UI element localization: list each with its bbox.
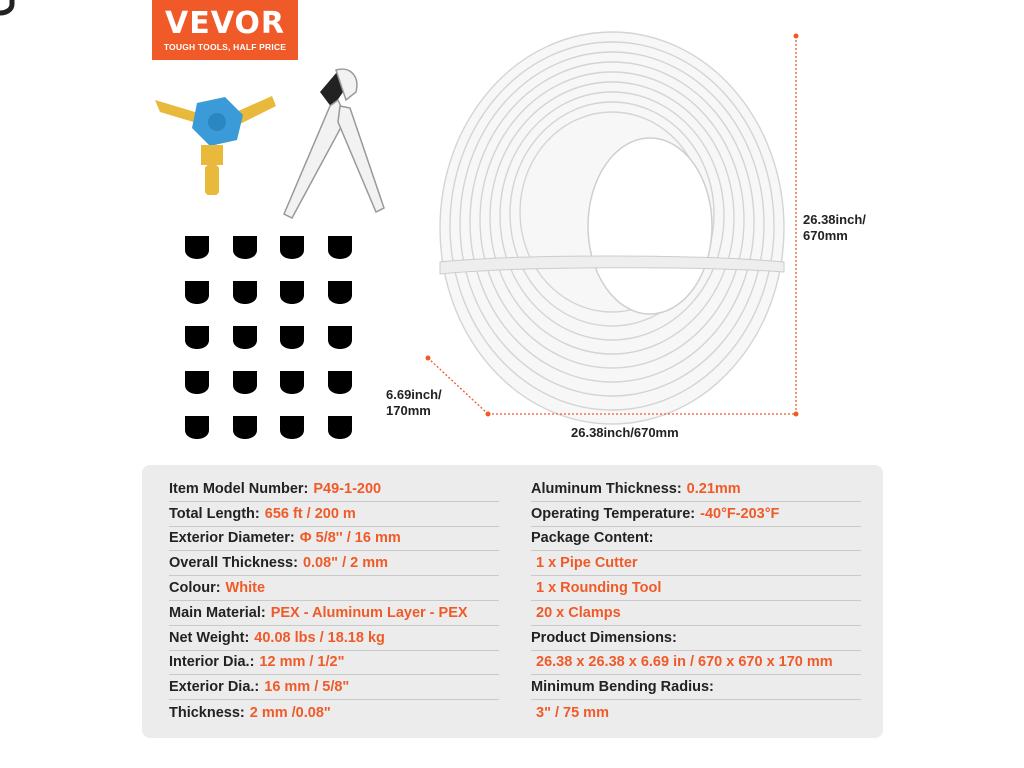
spec-value: 2 mm /0.08" (249, 704, 331, 721)
spec-row (531, 551, 861, 576)
depth-dimension-text: 6.69inch/ 170mm (386, 387, 442, 418)
clamps-image (0, 0, 17, 13)
spec-key: Exterior Diameter: (169, 530, 295, 547)
spec-row (169, 551, 499, 576)
spec-key: Item Model Number: (169, 480, 309, 497)
spec-value: 12 mm / 1/2" (259, 654, 345, 671)
spec-row (169, 502, 499, 527)
brand-name: VEVOR (164, 6, 285, 41)
spec-column-left (169, 477, 499, 725)
brand-tagline: TOUGH TOOLS, HALF PRICE (163, 42, 287, 52)
spec-key: Interior Dia.: (169, 654, 255, 671)
spec-value: Φ 5/8'' / 16 mm (299, 530, 401, 547)
spec-value: 3" / 75 mm (536, 704, 609, 721)
spec-row (531, 477, 861, 502)
height-dimension-label (803, 212, 866, 244)
spec-row (169, 576, 499, 601)
width-dimension-text: 26.38inch/670mm (571, 425, 679, 440)
spec-row (531, 576, 861, 601)
clamp-grid (180, 236, 357, 439)
spec-key: Total Length: (169, 505, 260, 522)
spec-key: Minimum Bending Radius: (531, 679, 714, 696)
spec-row (531, 626, 861, 651)
spec-key: Operating Temperature: (531, 505, 696, 522)
spec-row (531, 675, 861, 700)
spec-row (531, 601, 861, 626)
spec-value: 16 mm / 5/8" (264, 679, 350, 696)
spec-value: 1 x Pipe Cutter (536, 555, 638, 572)
spec-key: Aluminum Thickness: (531, 480, 682, 497)
spec-value: 0.08" / 2 mm (302, 555, 389, 572)
spec-row (531, 700, 861, 725)
spec-value: 0.21mm (686, 480, 741, 497)
spec-value: 1 x Rounding Tool (536, 580, 662, 597)
rounding-tool-image (155, 96, 276, 195)
spec-table (142, 465, 883, 738)
width-dimension-label (571, 425, 679, 441)
spec-row (169, 601, 499, 626)
spec-row (169, 477, 499, 502)
spec-value: White (225, 580, 266, 597)
spec-row (169, 527, 499, 552)
spec-value: 656 ft / 200 m (264, 505, 356, 522)
spec-key: Thickness: (169, 704, 245, 721)
spec-row (531, 502, 861, 527)
spec-row (169, 675, 499, 700)
spec-row (169, 651, 499, 676)
spec-row (531, 527, 861, 552)
spec-key: Main Material: (169, 604, 266, 621)
spec-row (531, 651, 861, 676)
spec-value: -40°F-203°F (700, 505, 780, 522)
spec-row (169, 626, 499, 651)
spec-row (169, 700, 499, 725)
spec-column-right (531, 477, 861, 725)
spec-value: 40.08 lbs / 18.18 kg (254, 629, 385, 646)
height-dimension-text: 26.38inch/ 670mm (803, 212, 866, 243)
spec-key: Overall Thickness: (169, 555, 298, 572)
spec-key: Net Weight: (169, 629, 250, 646)
spec-key: Exterior Dia.: (169, 679, 260, 696)
pipe-cutter-image (284, 69, 384, 218)
spec-value: 20 x Clamps (536, 604, 621, 621)
depth-dimension-label (386, 387, 442, 419)
spec-value: PEX - Aluminum Layer - PEX (270, 604, 468, 621)
spec-key: Package Content: (531, 530, 654, 547)
pipe-coil-image (440, 32, 784, 424)
spec-value: 26.38 x 26.38 x 6.69 in / 670 x 670 x 170 mm (536, 654, 833, 671)
spec-key: Colour: (169, 580, 221, 597)
spec-value: P49-1-200 (313, 480, 382, 497)
spec-key: Product Dimensions: (531, 629, 677, 646)
